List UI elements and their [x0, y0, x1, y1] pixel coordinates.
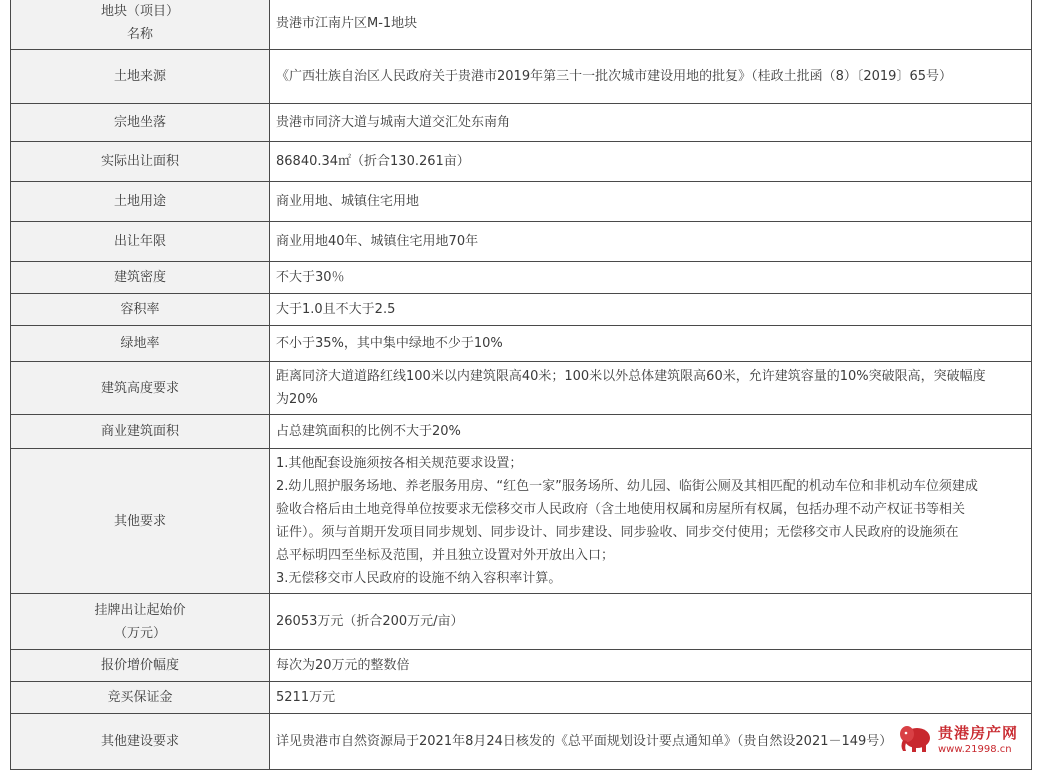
row-label-cell	[11, 682, 270, 714]
row-value-cell	[270, 449, 1032, 594]
row-value: 为20%	[276, 392, 318, 407]
row-value: 距离同济大道道路红线100米以内建筑限高40米；100米以外总体建筑限高60米，允许建筑容量的10%突破限高，突破幅度	[276, 369, 986, 384]
row-value-cell	[270, 294, 1032, 326]
table-row	[11, 594, 1032, 650]
table-row	[11, 362, 1032, 415]
row-label-cell	[11, 294, 270, 326]
row-label: 名称	[126, 27, 153, 42]
row-label-cell	[11, 104, 270, 142]
table-row	[11, 142, 1032, 182]
row-value: 验收合格后由土地竞得单位按要求无偿移交市人民政府（含土地使用权属和房屋所有权属，包括办理不动产权证书等相关	[276, 502, 966, 517]
table-row	[11, 0, 1032, 50]
row-value: 1.其他配套设施须按各相关规范要求设置；	[276, 456, 523, 471]
row-value-cell	[270, 262, 1032, 294]
row-label: 报价增价幅度	[100, 658, 179, 673]
row-label-cell	[11, 362, 270, 415]
row-value: 商业用地、城镇住宅用地	[276, 194, 420, 209]
row-value: 不大于30％	[276, 270, 345, 285]
row-label-cell	[11, 326, 270, 362]
row-value: 不小于35%，其中集中绿地不少于10%	[276, 336, 503, 351]
row-label: 建筑高度要求	[100, 380, 179, 396]
row-value-cell	[270, 682, 1032, 714]
row-label-cell	[11, 0, 270, 50]
row-value: 大于1.0且不大于2.5	[276, 302, 396, 317]
row-label-cell	[11, 142, 270, 182]
row-value: 2.幼儿照护服务场地、养老服务用房、“红色一家”服务场所、幼儿园、临街公厕及其相匹配的机动车位和非机动车位须建成	[276, 479, 978, 494]
row-label-cell	[11, 182, 270, 222]
table-row	[11, 262, 1032, 294]
watermark-url: www.21998.cn	[938, 744, 1012, 755]
row-label: 容积率	[120, 302, 160, 317]
row-label-cell	[11, 650, 270, 682]
land-info-table	[10, 0, 1032, 770]
site-watermark	[898, 720, 1036, 760]
row-value: 26053万元（折合200万元/亩）	[276, 614, 464, 629]
row-value: 贵港市江南片区M-1地块	[276, 15, 418, 31]
row-value: 贵港市同济大道与城南大道交汇处东南角	[276, 115, 511, 130]
row-value: 《广西壮族自治区人民政府关于贵港市2019年第三十一批次城市建设用地的批复》（桂政土批函（8）〔2019〕65号）	[276, 69, 952, 84]
row-label-cell	[11, 594, 270, 650]
row-value: 商业用地40年、城镇住宅用地70年	[276, 234, 479, 249]
row-label: 地块（项目）	[100, 4, 179, 19]
table-row	[11, 294, 1032, 326]
row-value: 86840.34㎡（折合130.261亩）	[276, 154, 470, 169]
row-value-cell	[270, 0, 1032, 50]
row-value-cell	[270, 222, 1032, 262]
row-label: 其他建设要求	[100, 734, 179, 749]
watermark-site-name: 贵港房产网	[938, 724, 1019, 742]
elephant-logo-icon	[898, 724, 934, 754]
row-label: （万元）	[113, 625, 166, 641]
row-label: 土地用途	[113, 194, 166, 209]
row-value-cell	[270, 104, 1032, 142]
row-value-cell	[270, 326, 1032, 362]
row-value-cell	[270, 142, 1032, 182]
row-value: 3.无偿移交市人民政府的设施不纳入容积率计算。	[276, 571, 562, 586]
row-value-cell	[270, 182, 1032, 222]
row-label: 土地来源	[113, 69, 166, 84]
row-label: 实际出让面积	[100, 154, 179, 169]
row-value: 详见贵港市自然资源局于2021年8月24日核发的《总平面规划设计要点通知单》（贵自然设2021－149号）	[276, 734, 893, 749]
row-value-cell	[270, 50, 1032, 104]
row-label: 商业建筑面积	[100, 424, 179, 439]
row-value: 总平标明四至坐标及范围，并且独立设置对外开放出入口；	[276, 548, 615, 563]
table-row	[11, 714, 1032, 770]
table-row	[11, 650, 1032, 682]
row-label-cell	[11, 50, 270, 104]
table-row	[11, 182, 1032, 222]
row-label-cell	[11, 415, 270, 449]
row-value-cell	[270, 650, 1032, 682]
row-value-cell	[270, 594, 1032, 650]
row-value-cell	[270, 415, 1032, 449]
row-label: 出让年限	[113, 234, 166, 249]
table-row	[11, 682, 1032, 714]
row-label: 建筑密度	[113, 270, 166, 285]
row-label-cell	[11, 262, 270, 294]
row-value-cell	[270, 362, 1032, 415]
table-row	[11, 50, 1032, 104]
row-label-cell	[11, 222, 270, 262]
row-label-cell	[11, 714, 270, 770]
table-row	[11, 104, 1032, 142]
table-row	[11, 415, 1032, 449]
table-row	[11, 449, 1032, 594]
row-label-cell	[11, 449, 270, 594]
table-row	[11, 326, 1032, 362]
row-label: 其他要求	[113, 513, 166, 529]
row-value: 证件）。须与首期开发项目同步规划、同步设计、同步建设、同步验收、同步交付使用；无偿移交市人民政府的设施须在	[276, 525, 959, 540]
row-value: 每次为20万元的整数倍	[276, 658, 410, 673]
row-value: 5211万元	[276, 690, 336, 705]
row-label: 绿地率	[120, 336, 160, 351]
row-label: 挂牌出让起始价	[94, 602, 186, 618]
row-label: 竞买保证金	[107, 690, 173, 705]
row-value: 占总建筑面积的比例不大于20%	[276, 424, 461, 439]
row-label: 宗地坐落	[113, 115, 166, 130]
table-row	[11, 222, 1032, 262]
table-body	[11, 0, 1032, 770]
